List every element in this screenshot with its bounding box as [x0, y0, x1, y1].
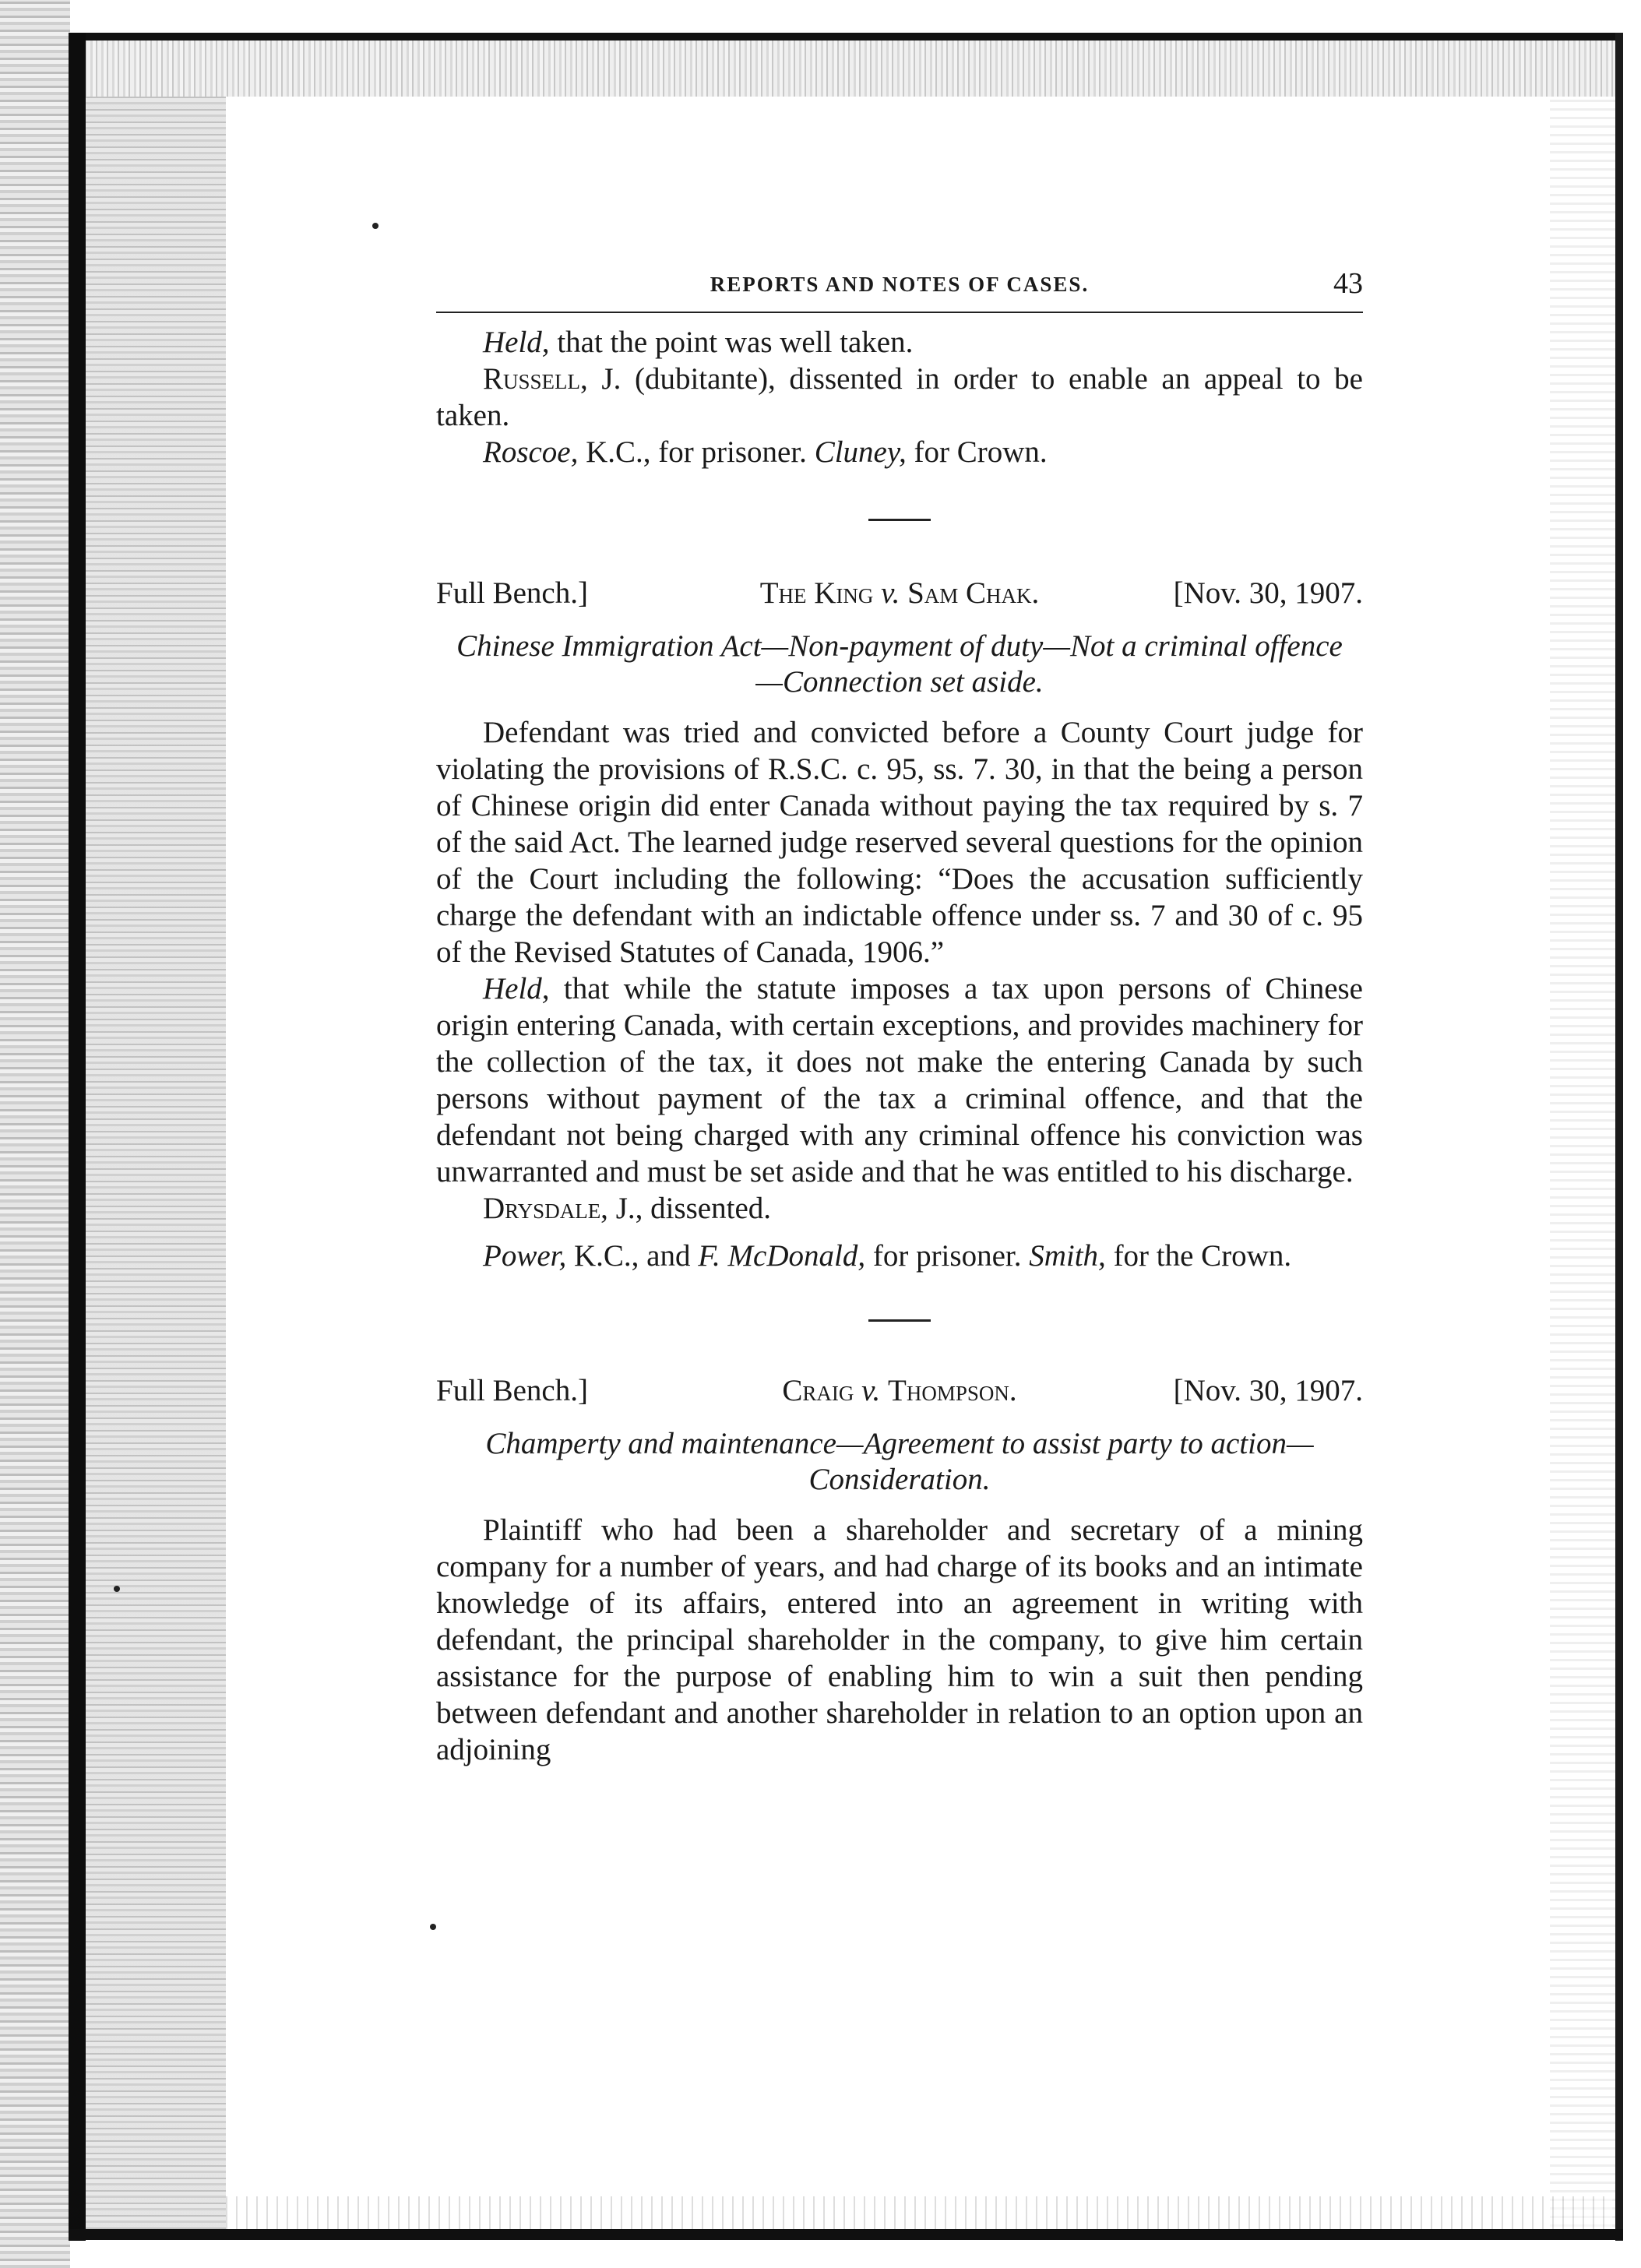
judge-name: Drysdale,	[483, 1192, 608, 1225]
court-label: Full Bench.]	[436, 1374, 588, 1407]
page-content	[436, 265, 1363, 1768]
counsel-text: for prisoner.	[865, 1239, 1030, 1273]
case-headnote: Champerty and maintenance—Agreement to assist party to action—Consideration.	[485, 1427, 1314, 1496]
party-a: Craig	[782, 1374, 854, 1407]
scan-left-border	[69, 33, 86, 2241]
scan-speck	[372, 223, 379, 229]
party-b: Thompson.	[888, 1374, 1017, 1407]
held-text: that while the statute imposes a tax upon persons of Chinese origin entering Canada, with certain exceptions, and provides machinery for the collection of the tax, it does not make the entering Canada by such persons without payment of the tax a criminal offence, and that the defendant not being charged with any criminal offence his conviction was unwarranted and must be set aside and that he was entitled to his discharge.	[436, 972, 1363, 1189]
counsel-name: Cluney,	[814, 435, 907, 469]
case-headnote: Chinese Immigration Act—Non-payment of duty—Not a criminal offence—Connection set aside.	[456, 629, 1343, 699]
case-date: [Nov. 30, 1907.	[1173, 1374, 1363, 1407]
scan-speck	[114, 1586, 120, 1592]
counsel-name: Roscoe,	[483, 435, 579, 469]
scan-right-texture	[1550, 86, 1615, 2235]
dissent-text: J., dissented.	[607, 1192, 772, 1225]
scan-binding-shadow	[86, 86, 226, 2235]
counsel-name: Smith,	[1029, 1239, 1106, 1273]
dissent-paragraph	[436, 1190, 1363, 1227]
running-head	[436, 265, 1363, 313]
counsel-text: K.C., and	[566, 1239, 699, 1273]
scan-left-margin	[0, 0, 70, 2268]
prior-case-end	[436, 324, 1363, 470]
case-title-line	[436, 1373, 1363, 1412]
held-text: that the point was well taken.	[549, 326, 914, 359]
scan-speck	[430, 1924, 436, 1930]
case-title-line	[436, 576, 1363, 615]
running-title: REPORTS AND NOTES OF CASES.	[710, 273, 1090, 296]
prior-counsel-paragraph	[436, 434, 1363, 470]
prior-dissent-paragraph	[436, 361, 1363, 434]
section-divider	[868, 1319, 931, 1322]
versus: v.	[854, 1374, 889, 1407]
page-number: 43	[1333, 267, 1363, 300]
scan-bottom-border	[69, 2229, 1623, 2240]
scan-bottom-texture	[226, 2196, 1612, 2229]
case-craig-v-thompson	[436, 1373, 1363, 1768]
judge-name: Russell,	[483, 362, 588, 396]
party-a: The King	[759, 576, 874, 610]
counsel-name: F. McDonald,	[698, 1239, 866, 1273]
facts-paragraph: Defendant was tried and convicted before a County Court judge for violating the provisions of R.S.C. c. 95, ss. 7. 30, in that the being a person of Chinese origin did enter Canada without paying the tax required by s. 7 of the said Act. The learned judge reserved several questions for the opinion of the Court including the following: “Does the accusation sufficiently charge the defendant with an indictable offence under ss. 7 and 30 of c. 95 of the Revised Statutes of Canada, 1906.”	[436, 716, 1363, 969]
case-date: [Nov. 30, 1907.	[1173, 576, 1363, 610]
scan-right-border	[1615, 33, 1623, 2241]
party-b: Sam Chak.	[907, 576, 1040, 610]
counsel-paragraph	[436, 1238, 1363, 1274]
scan-top-edge	[69, 33, 1620, 97]
court-label: Full Bench.]	[436, 576, 588, 610]
held-label: Held,	[483, 972, 550, 1005]
held-label: Held,	[483, 326, 550, 359]
prior-held-paragraph	[436, 324, 1363, 361]
section-divider	[868, 519, 931, 521]
counsel-name: Power,	[483, 1239, 567, 1273]
facts-paragraph: Plaintiff who had been a shareholder and secretary of a mining company for a number of years, and had charge of its books and an intimate knowledge of its affairs, entered into an agreement in writing with defendant, the principal shareholder in the company, to give him certain assistance for the purpose of enabling him to win a suit then pending between defendant and another shareholder in relation to an option upon an adjoining	[436, 1513, 1363, 1766]
counsel-text: for the Crown.	[1105, 1239, 1292, 1273]
case-the-king-v-sam-chak	[436, 576, 1363, 1274]
versus: v.	[873, 576, 908, 610]
dissent-text: J. (dubitante), dissented in order to enable an appeal to be taken.	[436, 362, 1363, 432]
counsel-text: for Crown.	[906, 435, 1048, 469]
counsel-text: K.C., for prisoner.	[578, 435, 815, 469]
held-paragraph	[436, 970, 1363, 1190]
